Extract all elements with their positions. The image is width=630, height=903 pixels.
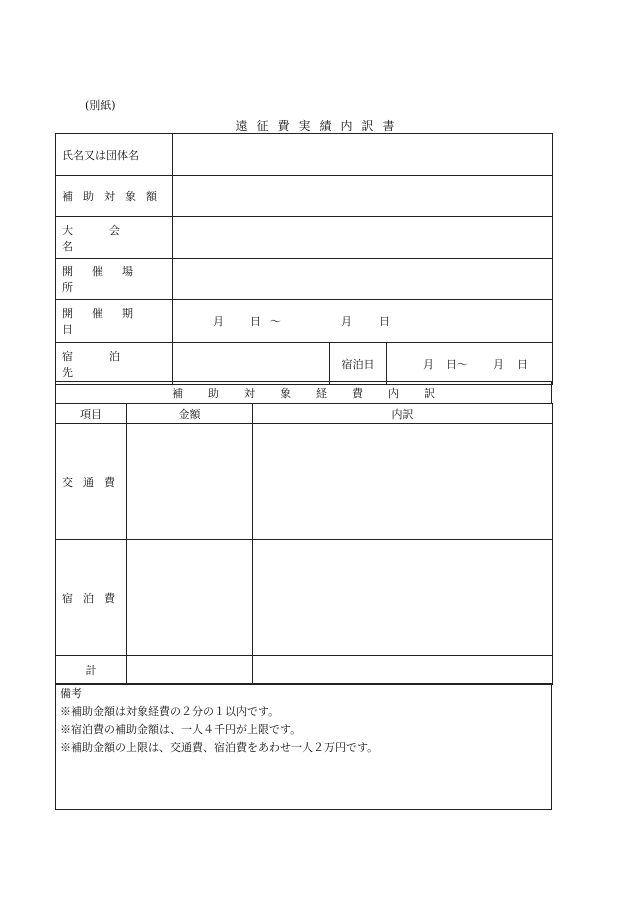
header-breakdown: 内訳 [253, 404, 553, 424]
tournament-field[interactable] [173, 217, 553, 259]
venue-label-cell [56, 259, 173, 300]
table-row [56, 540, 553, 656]
nights-label: 宿泊日 [341, 357, 375, 371]
nights-start-day: 日〜 [446, 357, 468, 371]
period-tilde: 〜 [270, 315, 281, 328]
name-label-cell [56, 134, 173, 176]
lodging-cost-label: 宿泊費 [62, 591, 125, 605]
lodging-label: 宿泊先 [62, 349, 156, 379]
total-label: 計 [56, 656, 127, 685]
transport-label-cell [56, 424, 127, 540]
remarks-line-1: ※補助金額は対象経費の２分の１以内です。 [60, 705, 280, 718]
lodging-cost-label-cell [56, 540, 127, 656]
period-end-day: 日 [379, 315, 390, 328]
total-amount-field[interactable] [127, 656, 253, 685]
period-field[interactable] [173, 300, 553, 343]
period-start-month: 月 [213, 315, 224, 328]
lodging-amount-field[interactable] [127, 540, 253, 656]
remarks-heading: 備考 [60, 687, 82, 700]
transport-label: 交通費 [62, 475, 125, 489]
name-field[interactable] [173, 134, 553, 176]
period-start-day: 日 [250, 315, 261, 328]
lodging-field[interactable] [173, 343, 330, 385]
name-label-text: 氏名又は団体名 [62, 148, 139, 162]
venue-field[interactable] [173, 259, 553, 300]
total-breakdown-field[interactable] [253, 656, 553, 685]
attachment-note: (別紙) [85, 99, 116, 112]
lodging-label-cell [56, 343, 173, 385]
subsidy-label: 補助対象額 [62, 190, 167, 203]
nights-label-cell [330, 343, 387, 385]
table-row [56, 424, 553, 540]
header-amount: 金額 [127, 404, 253, 424]
cost-breakdown-table [55, 403, 553, 685]
remarks-line-3: ※補助金額の上限は、交通費、宿泊費をあわせ一人２万円です。 [60, 741, 379, 754]
remarks-box [55, 683, 552, 810]
transport-amount-field[interactable] [127, 424, 253, 540]
transport-breakdown-field[interactable] [253, 424, 553, 540]
subsidy-label-cell [56, 176, 173, 217]
period-end-month: 月 [341, 315, 352, 328]
nights-field[interactable] [387, 343, 553, 385]
applicant-info-table [55, 133, 553, 385]
nights-end-day: 日 [517, 357, 528, 371]
table-row [56, 656, 553, 685]
period-date-row [173, 300, 552, 342]
venue-label: 開催場所 [62, 265, 152, 294]
nights-date-row [387, 343, 552, 384]
header-item: 項目 [56, 404, 127, 424]
nights-start-month: 月 [423, 357, 434, 371]
name-label [56, 147, 172, 163]
section-title-cell [56, 382, 552, 404]
section-title: 補助対象経費内訳 [172, 386, 460, 400]
page-title: 遠征費実績内訳書 [235, 119, 404, 133]
period-label: 開催期日 [62, 307, 152, 336]
section-header-table [55, 381, 552, 404]
subsidy-field[interactable] [173, 176, 553, 217]
remarks-line-2: ※宿泊費の補助金額は、一人４千円が上限です。 [60, 723, 302, 736]
nights-end-month: 月 [493, 357, 504, 371]
tournament-label: 大会名 [62, 223, 156, 253]
tournament-label-cell [56, 217, 173, 259]
period-label-cell [56, 300, 173, 343]
lodging-breakdown-field[interactable] [253, 540, 553, 656]
